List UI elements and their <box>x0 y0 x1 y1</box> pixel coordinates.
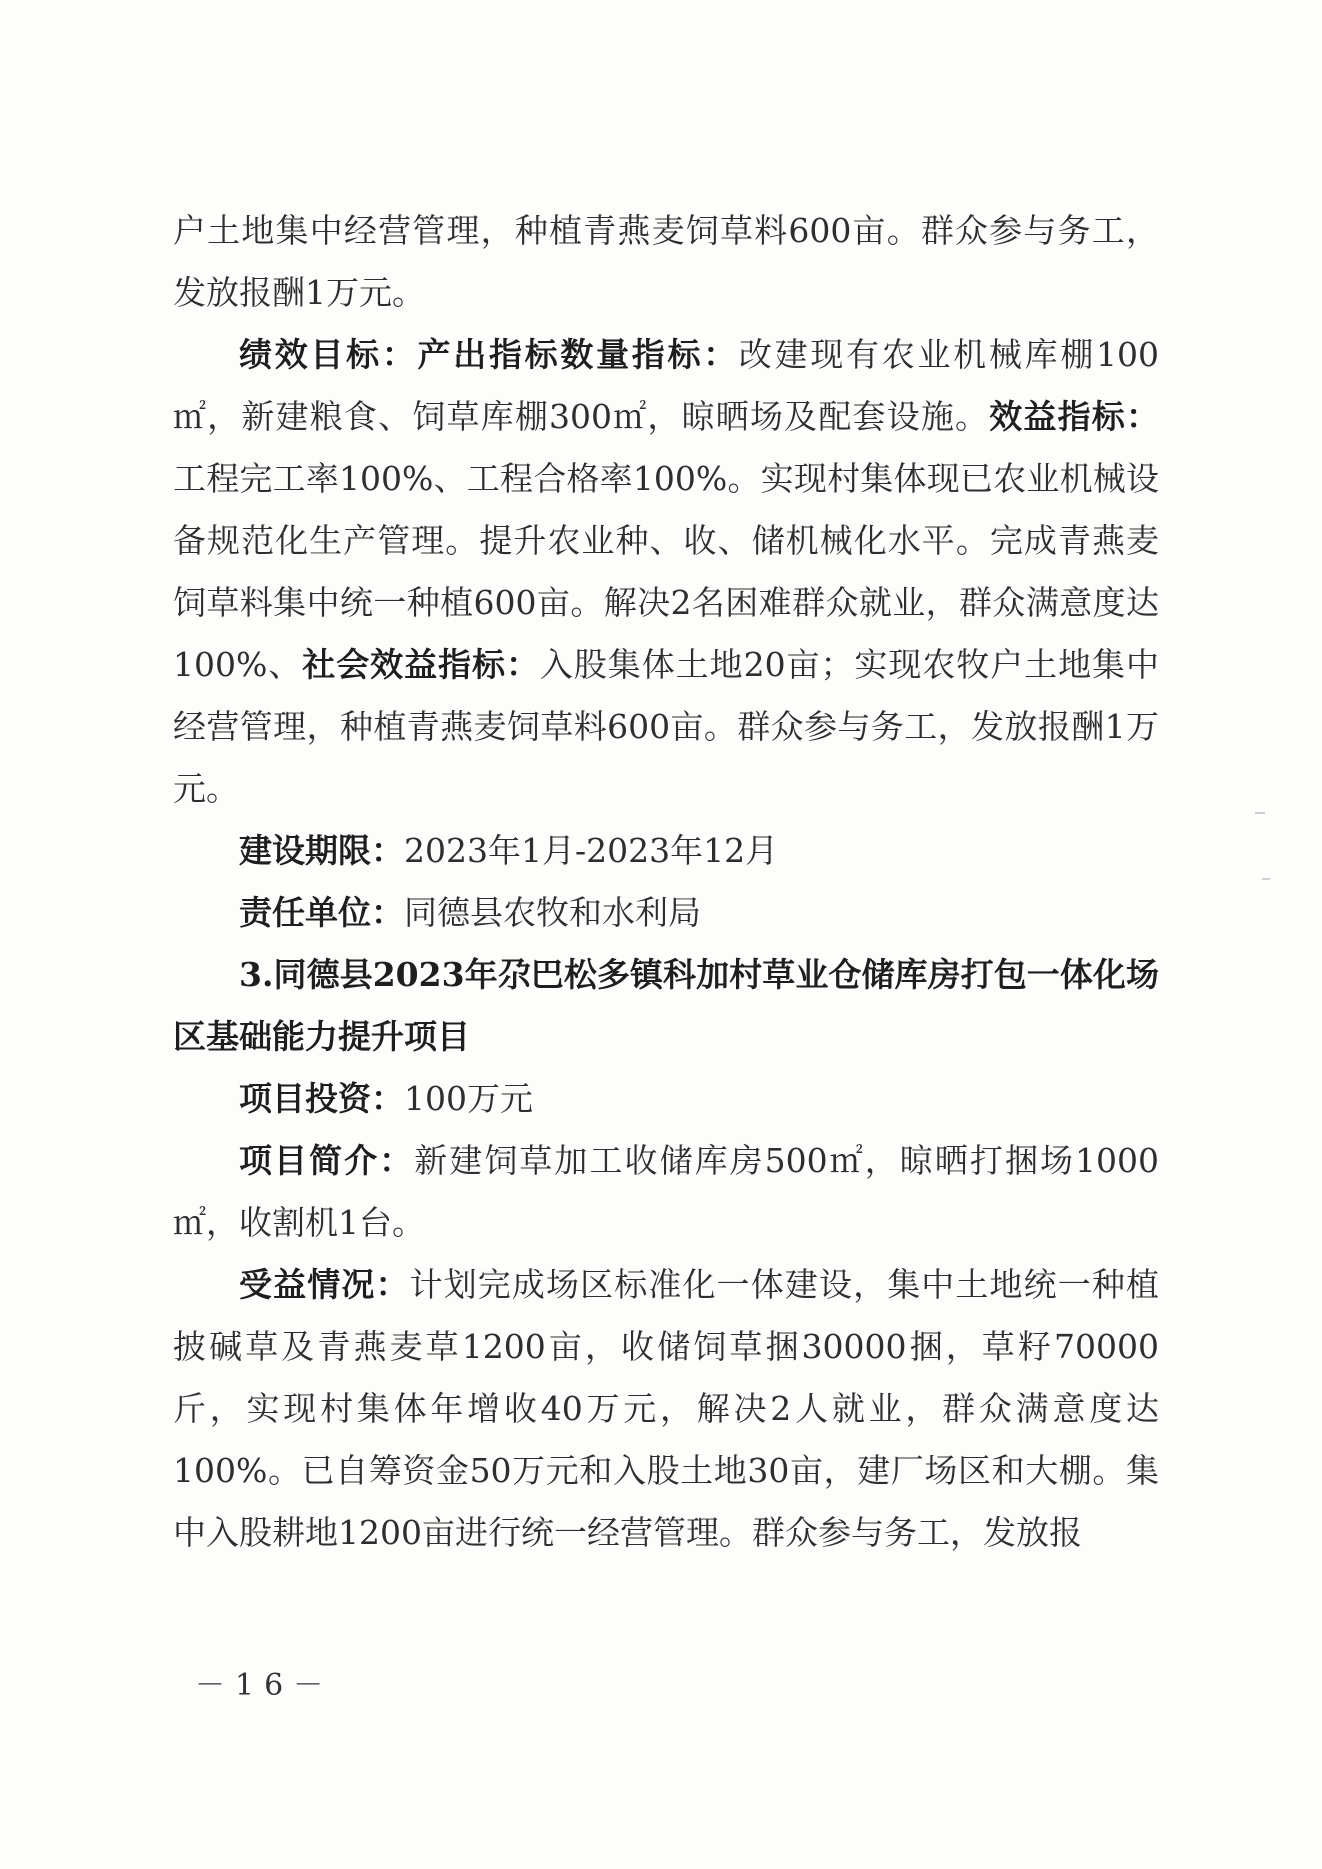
paragraph-benefits <box>173 1254 1159 1564</box>
paragraph-text: 改建现有农业机械库棚100㎡，新建粮食、饲草库棚300㎡，晾晒场及配套设施。 <box>173 335 1159 436</box>
label-introduction: 项目简介： <box>239 1141 415 1180</box>
paragraph-text: 新建饲草加工收储库房500㎡，晾晒打捆场1000㎡，收割机1台。 <box>173 1141 1159 1242</box>
paragraph-introduction <box>173 1130 1159 1254</box>
paragraph-text: 同德县农牧和水利局 <box>404 893 701 932</box>
paragraph-continuation <box>173 200 1159 324</box>
paragraph-construction-period <box>173 820 1159 882</box>
label-investment: 项目投资： <box>239 1079 404 1118</box>
paragraph-performance-goals <box>173 324 1159 820</box>
paragraph-text: 计划完成场区标准化一体建设，集中土地统一种植披碱草及青燕麦草1200亩，收储饲草捆30000捆，草籽70000斤，实现村集体年增收40万元，解决2人就业，群众满意度达100%。已自筹资金50万元和入股土地30亩，建厂场区和大棚。集中入股耕地1200亩进行统一经营管理。群众参与务工，发放报 <box>173 1265 1160 1552</box>
body-text <box>173 200 1159 1564</box>
label-responsible-unit: 责任单位： <box>239 893 404 932</box>
label-social-benefit: 社会效益指标： <box>302 645 540 684</box>
section-heading-3: 3.同德县2023年尕巴松多镇科加村草业仓储库房打包一体化场区基础能力提升项目 <box>173 955 1159 1056</box>
paragraph-responsible-unit <box>173 882 1159 944</box>
paragraph-text: 2023年1月-2023年12月 <box>404 831 779 870</box>
label-output-quantity: 产出指标数量指标： <box>417 335 739 374</box>
label-performance-goals: 绩效目标： <box>239 335 418 374</box>
paragraph-investment <box>173 1068 1159 1130</box>
label-construction-period: 建设期限： <box>239 831 404 870</box>
label-benefits: 受益情况： <box>239 1265 410 1304</box>
paragraph-text: 100万元 <box>404 1079 533 1118</box>
scan-speck <box>1262 878 1270 880</box>
paragraph-text: 入股集体土地20亩；实现农牧户土地集中经营管理，种植青燕麦饲草料600亩。群众参与务工，发放报酬1万元。 <box>173 645 1160 808</box>
paragraph-text: 工程完工率100%、工程合格率100%。实现村集体现已农业机械设备规范化生产管理。提升农业种、收、储机械化水平。完成青燕麦饲草料集中统一种植600亩。解决2名困难群众就业，群众满意度达100%、 <box>173 459 1159 684</box>
label-benefit-indicators: 效益指标： <box>989 397 1159 436</box>
scan-speck <box>1255 812 1265 814</box>
page-number: －16－ <box>195 1668 334 1703</box>
paragraph-text: 户土地集中经营管理，种植青燕麦饲草料600亩。群众参与务工，发放报酬1万元。 <box>173 211 1159 312</box>
